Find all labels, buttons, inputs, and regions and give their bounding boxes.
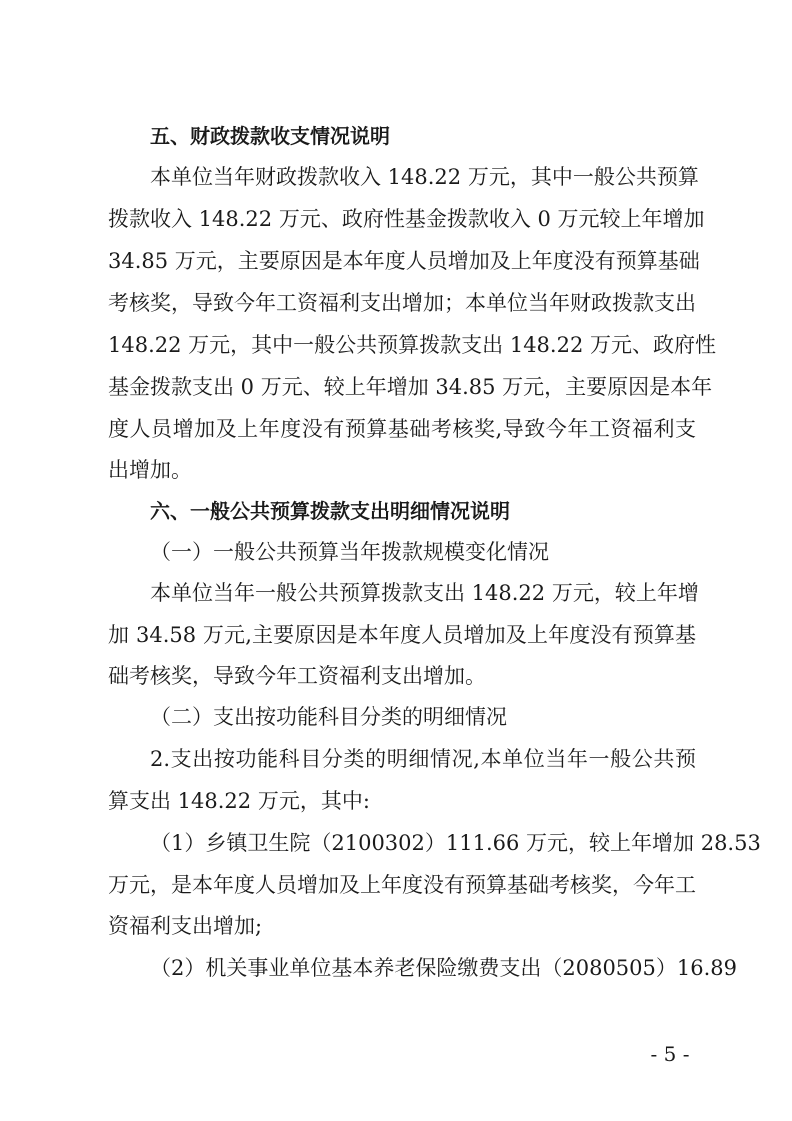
paragraph-line: 基金拨款支出 0 万元、较上年增加 34.85 万元，主要原因是本年	[108, 375, 713, 399]
paragraph-line: 34.85 万元，主要原因是本年度人员增加及上年度没有预算基础	[108, 249, 700, 273]
paragraph-line: 拨款收入 148.22 万元、政府性基金拨款收入 0 万元较上年增加	[108, 207, 705, 231]
paragraph-line: 加 34.58 万元,主要原因是本年度人员增加及上年度没有预算基	[108, 623, 696, 647]
page-number: - 5 -	[650, 1042, 690, 1066]
paragraph-line: 本单位当年一般公共预算拨款支出 148.22 万元，较上年增	[150, 581, 699, 605]
subheading-one: （一）一般公共预算当年拨款规模变化情况	[150, 540, 549, 564]
paragraph-line: 148.22 万元，其中一般公共预算拨款支出 148.22 万元、政府性	[108, 333, 716, 357]
list-item-line: 资福利支出增加;	[108, 914, 263, 938]
section-heading-five: 五、财政拨款收支情况说明	[150, 124, 390, 148]
list-item-line: （1）乡镇卫生院（2100302）111.66 万元，较上年增加 28.53	[150, 831, 761, 855]
paragraph-line: 度人员增加及上年度没有预算基础考核奖,导致今年工资福利支	[108, 417, 696, 441]
paragraph-line: 础考核奖，导致今年工资福利支出增加。	[108, 664, 486, 688]
paragraph-line: 本单位当年财政拨款收入 148.22 万元，其中一般公共预算	[150, 165, 699, 189]
subheading-two: （二）支出按功能科目分类的明细情况	[150, 705, 507, 729]
list-item-line: 万元，是本年度人员增加及上年度没有预算基础考核奖，今年工	[108, 873, 696, 897]
list-item-line: （2）机关事业单位基本养老保险缴费支出（2080505）16.89	[150, 956, 738, 980]
paragraph-line: 考核奖，导致今年工资福利支出增加；本单位当年财政拨款支出	[108, 291, 696, 315]
paragraph-line: 算支出 148.22 万元，其中:	[108, 789, 370, 813]
paragraph-line: 出增加。	[108, 458, 192, 482]
section-heading-six: 六、一般公共预算拨款支出明细情况说明	[150, 499, 510, 523]
paragraph-line: 2.支出按功能科目分类的明细情况,本单位当年一般公共预	[150, 747, 696, 771]
